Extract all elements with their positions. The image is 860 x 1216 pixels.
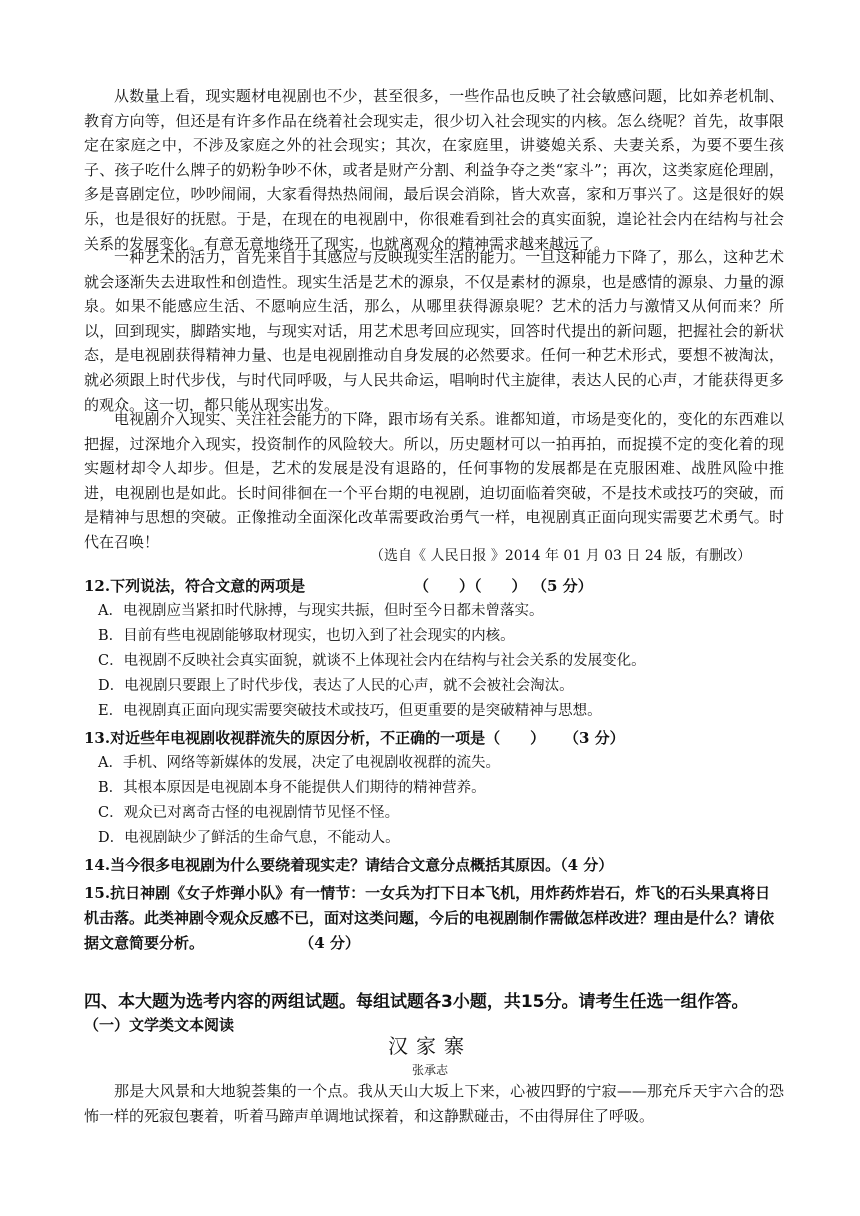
question-12-option-a: A．电视剧应当紧扣时代脉搏，与现实共振，但时至今日都未曾落实。: [98, 603, 544, 619]
question-12-blanks: （ ）（ ）: [414, 577, 527, 595]
question-15: [84, 881, 784, 956]
question-13-option-c: C．观众已对离奇古怪的电视剧情节见怪不怪。: [98, 805, 400, 821]
story-paragraph-1: 那是大风景和大地貌荟集的一个点。我从天山大坂上下来，心被四野的宁寂——那充斥天宇六合的恐怖一样的死寂包裹着，听着马蹄声单调地试探着，和这静默碰击，不由得屏住了呼吸。: [84, 1082, 784, 1125]
question-12-score: （5 分）: [532, 577, 593, 595]
question-12: [84, 574, 784, 599]
question-13-score: （3 分）: [564, 729, 625, 747]
section-4-subheading: （一）文学类文本阅读: [84, 1016, 235, 1034]
question-12-option-e: E．电视剧真正面向现实需要突破技术或技巧，但更重要的是突破精神与思想。: [98, 703, 602, 719]
question-12-stem: 12.下列说法，符合文意的两项是: [84, 577, 306, 595]
question-12-option-d: D．电视剧只要跟上了时代步伐，表达了人民的心声，就不会被社会淘汰。: [98, 678, 574, 694]
article-source: （选自《 人民日报 》2014 年 01 月 03 日 24 版，有删改）: [370, 548, 752, 564]
article-paragraph-2: 一种艺术的活力，首先来自于其感应与反映现实生活的能力。一旦这种能力下降了，那么，这种艺术就会逐渐失去进取性和创造性。现实生活是艺术的源泉，不仅是素材的源泉，也是感情的源泉、力量的源泉。如果不能感应生活、不愿响应生活，那么，从哪里获得源泉呢？艺术的活力与激情又从何而来？所以，回到现实，脚踏实地，与现实对话，用艺术思考回应现实，回答时代提出的新问题，把握社会的新状态，是电视剧获得精神力量、也是电视剧推动自身发展的必然要求。任何一种艺术形式，要想不被淘汰，就必须跟上时代步伐，与时代同呼吸，与人民共命运，唱响时代主旋律，表达人民的心声，才能获得更多的观众。这一切，都只能从现实出发。: [84, 248, 784, 414]
story-title: 汉家寨: [388, 1034, 472, 1058]
question-12-option-c: C．电视剧不反映社会真实面貌，就谈不上体现社会内在结构与社会关系的发展变化。: [98, 653, 646, 669]
story-author: 张承志: [411, 1063, 448, 1077]
article-paragraph-1: 从数量上看，现实题材电视剧也不少，甚至很多，一些作品也反映了社会敏感问题，比如养老机制、教育方向等，但还是有许多作品在绕着社会现实走，很少切入社会现实的内核。怎么绕呢？首先，故事限定在家庭之中，不涉及家庭之外的社会现实；其次，在家庭里，讲婆媳关系、夫妻关系，为要不要生孩子、孩子吃什么牌子的奶粉争吵不休，或者是财产分割、利益争夺之类“家斗”；再次，这类家庭伦理剧，多是喜剧定位，吵吵闹闹，大家看得热热闹闹，最后误会消除，皆大欢喜，家和万事兴了。这是很好的娱乐，也是很好的抚慰。于是，在现在的电视剧中，你很难看到社会的真实面貌，遑论社会内在结构与社会关系的发展变化。有意无意地绕开了现实，也就离观众的精神需求越来越远了。: [84, 87, 784, 253]
question-13-option-b: B．其根本原因是电视剧本身不能提供人们期待的精神营养。: [98, 780, 486, 796]
question-15-text: 15.抗日神剧《女子炸弹小队》有一情节：一女兵为打下日本飞机，用炸药炸岩石，炸飞的石头果真将日机击落。此类神剧令观众反感不已，面对这类问题，今后的电视剧制作需做怎样改进？理由是什么？请依据文意简要分析。: [84, 884, 775, 952]
question-13-option-a: A．手机、网络等新媒体的发展，决定了电视剧收视群的流失。: [98, 755, 500, 771]
article-paragraph-3: 电视剧介入现实、关注社会能力的下降，跟市场有关系。谁都知道，市场是变化的，变化的东西难以把握，过深地介入现实，投资制作的风险较大。所以，历史题材可以一拍再拍，而捉摸不定的变化着的现实题材却令人却步。但是，艺术的发展是没有退路的，任何事物的发展都是在克服困难、战胜风险中推进，电视剧也是如此。长时间徘徊在一个平台期的电视剧，迫切面临着突破，不是技术或技巧的突破，而是精神与思想的突破。正像推动全面深化改革需要政治勇气一样，电视剧真正面向现实需要艺术勇气。时代在召唤！: [84, 410, 784, 551]
question-14: 14.当今很多电视剧为什么要绕着现实走？请结合文意分点概括其原因。（4 分）: [84, 856, 614, 874]
question-13: [84, 726, 784, 751]
question-15-score: （4 分）: [299, 934, 360, 952]
question-13-stem: 13.对近些年电视剧收视群流失的原因分析，不正确的一项是（ ）: [84, 729, 546, 747]
section-4-heading: 四、本大题为选考内容的两组试题。每组试题各3小题，共15分。请考生任选一组作答。: [84, 992, 749, 1012]
question-13-option-d: D．电视剧缺少了鲜活的生命气息，不能动人。: [98, 830, 400, 846]
question-12-option-b: B．目前有些电视剧能够取材现实，也切入到了社会现实的内核。: [98, 628, 515, 644]
